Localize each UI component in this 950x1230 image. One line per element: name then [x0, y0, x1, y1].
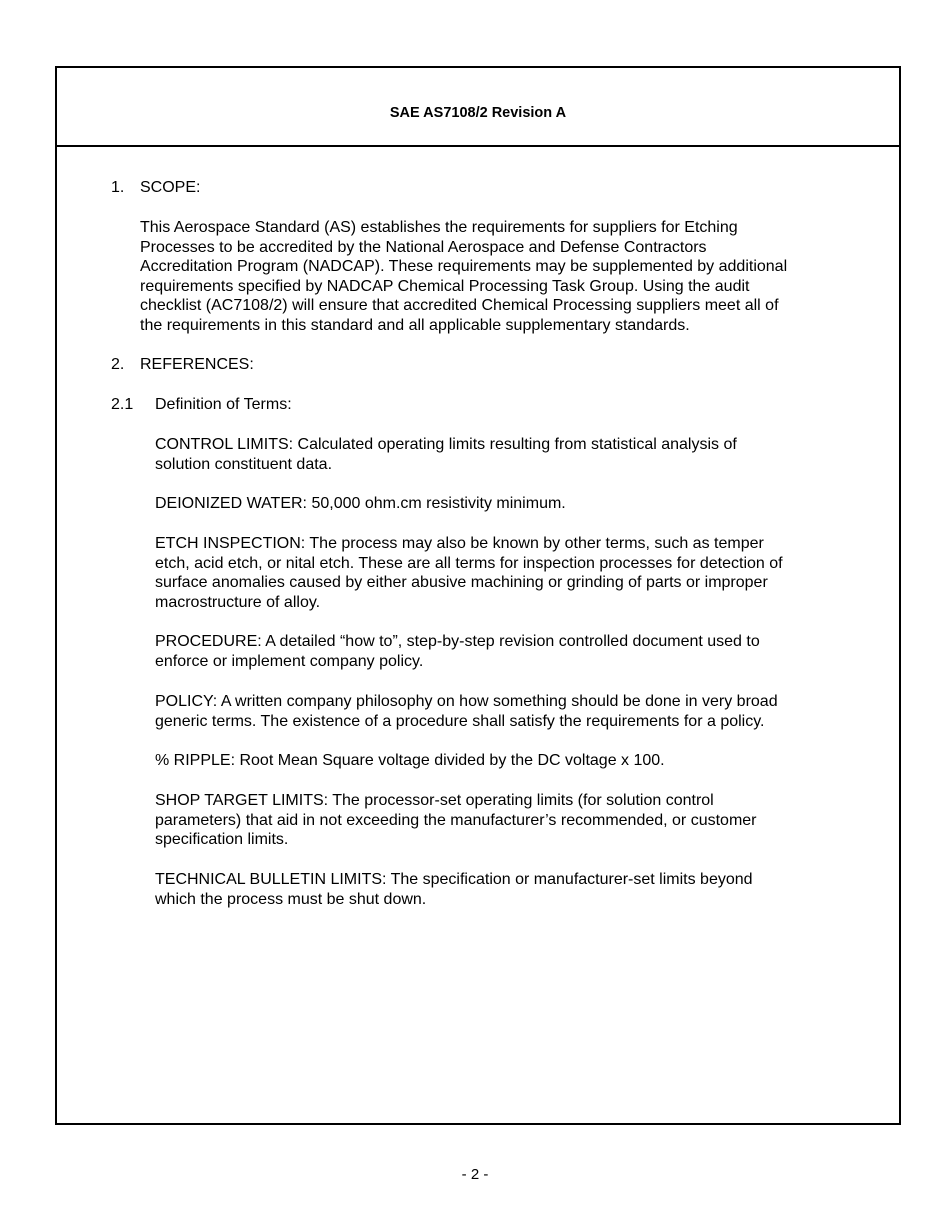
page-number: - 2 - [461, 1166, 489, 1183]
term-line: which the process must be shut down. [155, 890, 427, 908]
term-line: ETCH INSPECTION: The process may also be known by other terms, such as temper [155, 535, 764, 552]
term-line: macrostructure of alloy. [155, 593, 321, 611]
document-header [57, 68, 899, 147]
scope-line: This Aerospace Standard (AS) establishes the requirements for suppliers for Etching [140, 219, 738, 236]
term-line: DEIONIZED WATER: 50,000 ohm.cm resistivity minimum. [155, 495, 566, 512]
document-title: SAE AS7108/2 Revision A [389, 105, 567, 121]
term-line: SHOP TARGET LIMITS: The processor-set operating limits (for solution control [155, 792, 714, 809]
term-line: POLICY: A written company philosophy on how something should be done in very broad [155, 693, 778, 710]
references-number: 2. [111, 356, 125, 373]
definitions-number: 2.1 [111, 396, 134, 413]
scope-heading: SCOPE: [140, 179, 201, 196]
scope-line: checklist (AC7108/2) will ensure that accredited Chemical Processing suppliers meet all of [140, 297, 779, 315]
scope-number: 1. [111, 179, 125, 196]
term-line: PROCEDURE: A detailed “how to”, step-by-step revision controlled document used to [155, 633, 760, 650]
term-line: enforce or implement company policy. [155, 652, 424, 670]
term-line: CONTROL LIMITS: Calculated operating limits resulting from statistical analysis of [155, 436, 737, 453]
term-line: surface anomalies caused by either abusive machining or grinding of parts or improper [155, 574, 768, 592]
scope-line: Accreditation Program (NADCAP). These requirements may be supplemented by additional [140, 258, 788, 276]
term-line: parameters) that aid in not exceeding the manufacturer’s recommended, or customer [155, 811, 757, 829]
scope-line: the requirements in this standard and all applicable supplementary standards. [140, 317, 690, 334]
scope-line: Processes to be accredited by the National Aerospace and Defense Contractors [140, 238, 707, 256]
references-heading: REFERENCES: [140, 356, 254, 373]
term-line: TECHNICAL BULLETIN LIMITS: The specification or manufacturer-set limits beyond [155, 871, 753, 888]
term-line: solution constituent data. [155, 455, 333, 473]
term-line: etch, acid etch, or nital etch. These are all terms for inspection processes for detection of [155, 554, 783, 572]
term-line: % RIPPLE: Root Mean Square voltage divided by the DC voltage x 100. [155, 752, 665, 769]
term-line: specification limits. [155, 831, 289, 849]
term-line: generic terms. The existence of a procedure shall satisfy the requirements for a policy. [155, 712, 765, 730]
scope-line: requirements specified by NADCAP Chemical Processing Task Group. Using the audit [140, 277, 750, 295]
definitions-heading: Definition of Terms: [155, 396, 292, 413]
